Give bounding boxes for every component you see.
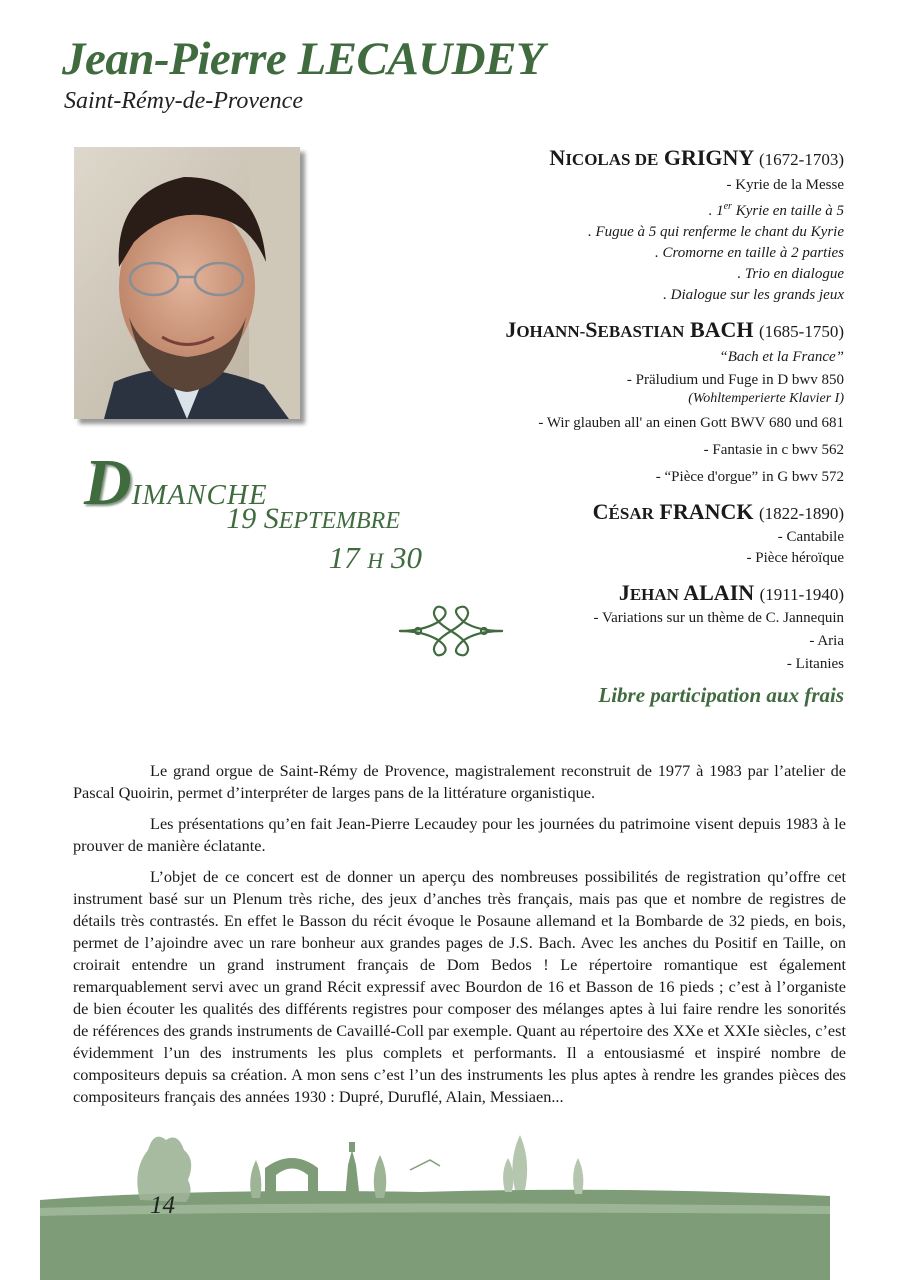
- body-paragraph-3: L’objet de ce concert est de donner un aperçu des nombreuses possibilités de registration qu’offre cet instrument basé sur un Plenum très riche, des jeux d’anches très français, mais pas que et nombre de registres de détails très contrastés. En effet le Basson du récit évoque le Posaune allemand et la Bombarde de 32 pieds, en bois, permet de l’ajoindre avec un rare bonheur aux grandes pages de J.S. Bach. Avec les anches du Positif en Taille, on croirait entendre un grand instrument français de Dom Bedos ! Le répertoire romantique est également remarquablement servi avec un grand Récit expressif avec Bourdon de 16 et Basson de 16 pieds ; c’est à l’organiste de bien écouter les qualités des différents registres pour composer des mélanges aptes à lui faire rendre les sonorités de références des grands instruments de Cavaillé-Coll par exemple. Quant au répertoire des XXe et XXIe siècles, c’est évidemment l’un des instruments les plus complets et performants. Il a entousiasmé et inspiré nombre de compositeurs depuis sa création. A mon sens c’est l’un des instruments les plus aptes à rendre les grandes pièces des compositeurs français des années 1930 : Dupré, Duruflé, Alain, Messiaen...: [73, 867, 846, 1106]
- piece-variations: - Variations sur un thème de C. Jannequin: [593, 610, 844, 626]
- piece-trio: . Trio en dialogue: [737, 266, 844, 282]
- piece-kyrie-1: . 1er Kyrie en taille à 5: [708, 201, 844, 219]
- piece-aria: - Aria: [809, 633, 844, 649]
- piece-fantasie: - Fantasie in c bwv 562: [703, 442, 844, 458]
- concert-program: [384, 144, 844, 675]
- composer-alain: JEHAN ALAIN (1911-1940): [618, 580, 844, 605]
- piece-dialogue: . Dialogue sur les grands jeux: [663, 287, 844, 303]
- piece-prelude-note: (Wohltemperierte Klavier I): [688, 391, 844, 406]
- portrait-image: [74, 147, 300, 419]
- concert-time: 17 H 30: [328, 540, 422, 575]
- body-paragraph-1: Le grand orgue de Saint-Rémy de Provence, magistralement reconstruit de 1977 à 1983 par l’atelier de Pascal Quoirin, permet d’interpréter de larges pans de la littérature organistique.: [73, 761, 846, 802]
- body-text: [73, 760, 846, 1117]
- piece-cromorne: . Cromorne en taille à 2 parties: [654, 245, 844, 261]
- free-entry-note: Libre participation aux frais: [598, 683, 844, 707]
- performer-city: Saint-Rémy-de-Provence: [64, 88, 303, 114]
- piece-cantabile: - Cantabile: [777, 529, 844, 545]
- performer-photo: [74, 147, 300, 419]
- piece-kyrie: - Kyrie de la Messe: [726, 177, 844, 193]
- concert-date-day: 19 SEPTEMBRE: [226, 502, 400, 535]
- body-paragraph-2: Les présentations qu’en fait Jean-Pierre Lecaudey pour les journées du patrimoine visent depuis 1983 à le prouver de manière éclatante.: [73, 814, 846, 855]
- piece-heroique: - Pièce héroïque: [746, 550, 844, 566]
- performer-name: Jean-Pierre LECAUDEY: [62, 33, 545, 85]
- piece-piece-orgue: - “Pièce d'orgue” in G bwv 572: [655, 469, 844, 485]
- piece-prelude: - Präludium und Fuge in D bwv 850: [626, 372, 844, 388]
- provence-landscape-illustration: [0, 1130, 906, 1280]
- composer-bach: JOHANN-SEBASTIAN BACH (1685-1750): [505, 317, 844, 342]
- piece-litanies: - Litanies: [786, 656, 844, 672]
- concert-day: DIMANCHE: [84, 446, 268, 519]
- piece-wir-glauben: - Wir glauben all' an einen Gott BWV 680 und 681: [538, 415, 844, 431]
- composer-grigny: NICOLAS DE GRIGNY (1672-1703): [549, 145, 844, 170]
- page-number: 14: [150, 1192, 175, 1219]
- piece-fugue: . Fugue à 5 qui renferme le chant du Kyrie: [587, 224, 844, 240]
- bach-subtitle: “Bach et la France”: [719, 349, 844, 365]
- composer-franck: CÉSAR FRANCK (1822-1890): [592, 499, 844, 524]
